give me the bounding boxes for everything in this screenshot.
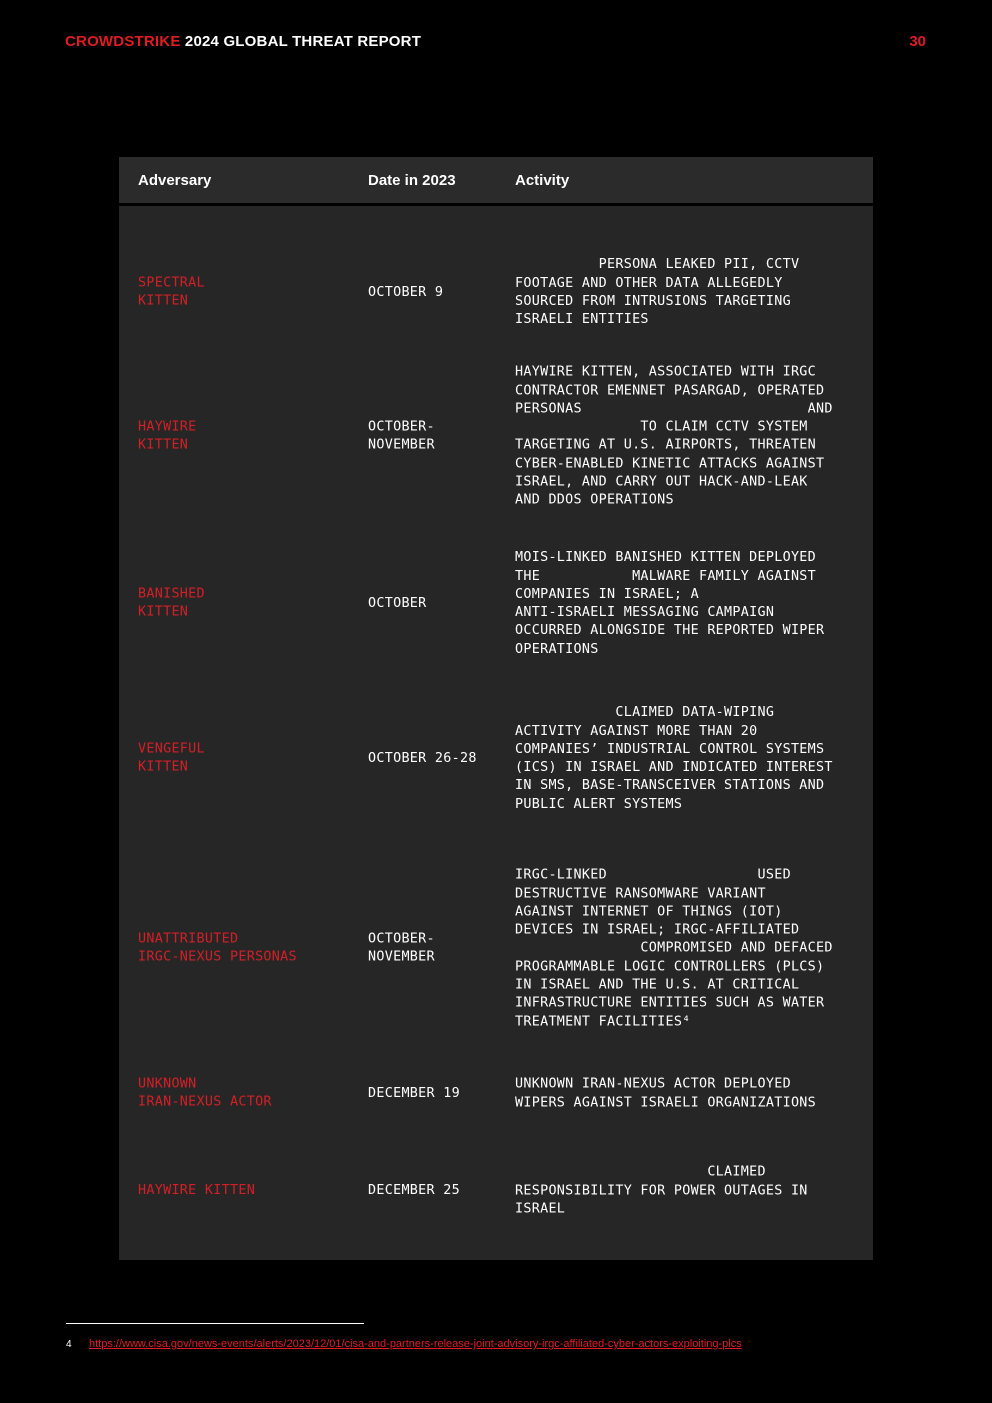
- activity-table: [119, 157, 873, 1260]
- brand-name: CROWDSTRIKE: [65, 33, 181, 50]
- activity-date: OCTOBER: [368, 595, 427, 611]
- report-name: 2024 GLOBAL THREAT REPORT: [184, 33, 422, 50]
- table-header: [119, 157, 873, 206]
- footnote-divider: [66, 1323, 364, 1324]
- activity-description: CLAIMED DATA-WIPING ACTIVITY AGAINST MORE THAN 20 COMPANIES’ INDUSTRIAL CONTROL SYSTEMS (ICS) IN ISRAEL AND INDICATED INTEREST IN SMS, BASE-TRANSCEIVER STATIONS AND PUBLIC ALERT SYSTEMS: [515, 705, 833, 812]
- table-row: [119, 1134, 873, 1248]
- page-header: [65, 33, 926, 53]
- adversary-name: UNKNOWN IRAN-NEXUS ACTOR: [138, 1076, 272, 1110]
- adversary-name: HAYWIRE KITTEN: [138, 419, 197, 453]
- report-title: [65, 33, 421, 50]
- activity-date: OCTOBER- NOVEMBER: [368, 419, 435, 453]
- footnote-link[interactable]: https://www.cisa.gov/news-events/alerts/2023/12/01/cisa-and-partners-release-joint-advisory-irgc-affiliated-cyber-actors-exploiting-plcs: [89, 1338, 742, 1350]
- activity-date: DECEMBER 25: [368, 1182, 460, 1198]
- activity-date: OCTOBER- NOVEMBER: [368, 931, 435, 965]
- table-row: [119, 1055, 873, 1133]
- activity-date: OCTOBER 26-28: [368, 750, 477, 766]
- table-row: [119, 341, 873, 533]
- table-row: [119, 533, 873, 675]
- footnote-number: 4: [66, 1339, 72, 1350]
- activity-description: HAYWIRE KITTEN, ASSOCIATED WITH IRGC CONTRACTOR EMENNET PASARGAD, OPERATED PERSONAS AND TO CLAIM CCTV SYSTEM TARGETING AT U.S. AIRPORTS, THREATEN CYBER-ENABLED KINETIC ATTACKS AGAINST ISRAEL, AND CARRY OUT HACK-AND-LEAK AND DDOS OPERATIONS: [515, 364, 833, 508]
- table-row: [119, 688, 873, 830]
- activity-description: CLAIMED RESPONSIBILITY FOR POWER OUTAGES IN ISRAEL: [515, 1164, 808, 1217]
- activity-description: MOIS-LINKED BANISHED KITTEN DEPLOYED THE MALWARE FAMILY AGAINST COMPANIES IN ISRAEL; A ANTI-ISRAELI MESSAGING CAMPAIGN OCCURRED ALONGSIDE THE REPORTED WIPER OPERATIONS: [515, 550, 825, 657]
- adversary-name: UNATTRIBUTED IRGC-NEXUS PERSONAS: [138, 931, 297, 965]
- adversary-name: SPECTRAL KITTEN: [138, 275, 205, 309]
- activity-description: PERSONA LEAKED PII, CCTV FOOTAGE AND OTHER DATA ALLEGEDLY SOURCED FROM INTRUSIONS TARGETING ISRAELI ENTITIES: [515, 257, 800, 328]
- adversary-name: VENGEFUL KITTEN: [138, 741, 205, 775]
- column-header-activity: Activity: [515, 172, 570, 189]
- activity-date: DECEMBER 19: [368, 1085, 460, 1101]
- activity-description: IRGC-LINKED USED DESTRUCTIVE RANSOMWARE VARIANT AGAINST INTERNET OF THINGS (IOT) DEVICES IN ISRAEL; IRGC-AFFILIATED COMPROMISED AND DEFACED PROGRAMMABLE LOGIC CONTROLLERS (PLCS) IN ISRAEL AND THE U.S. AT CRITICAL INFRASTRUCTURE ENTITIES SUCH AS WATER TREATMENT FACILITIES⁴: [515, 867, 833, 1030]
- column-header-adversary: Adversary: [138, 172, 212, 189]
- activity-description: UNKNOWN IRAN-NEXUS ACTOR DEPLOYED WIPERS AGAINST ISRAELI ORGANIZATIONS: [515, 1076, 817, 1110]
- column-header-date: Date in 2023: [368, 172, 456, 189]
- adversary-name: BANISHED KITTEN: [138, 586, 205, 620]
- page-number: 30: [909, 33, 926, 50]
- adversary-name: HAYWIRE KITTEN: [138, 1182, 256, 1198]
- activity-date: OCTOBER 9: [368, 284, 444, 300]
- table-row: [119, 843, 873, 1055]
